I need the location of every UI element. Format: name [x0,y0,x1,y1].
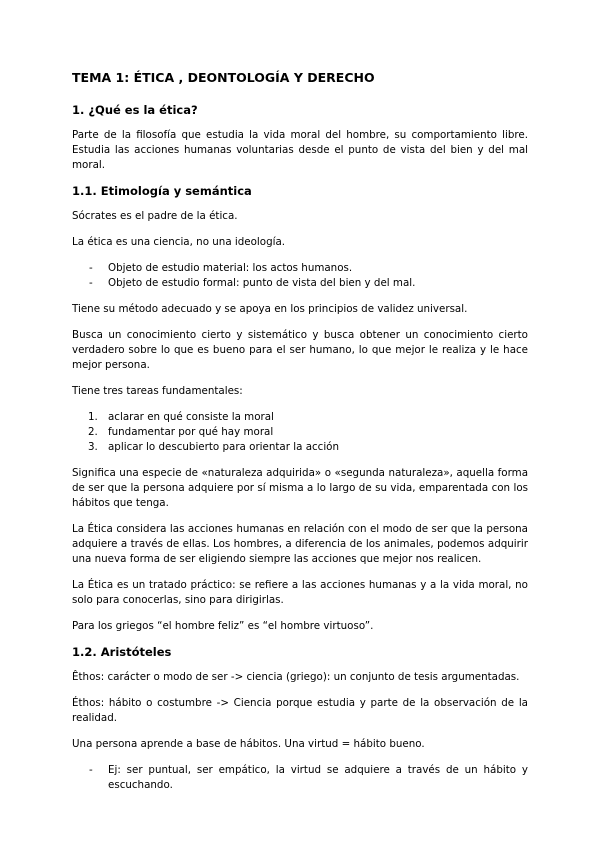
bullet-marker: - [89,277,93,289]
list-number: 2. [88,426,98,438]
bullet-marker: - [89,764,93,776]
bullet-list [72,763,528,793]
list-item [72,410,528,425]
bullet-list [72,261,528,291]
list-item-text: Ej: ser puntual, ser empático, la virtud se adquiere a través de un hábito y escuchando. [108,764,528,791]
list-item-text: aclarar en qué consiste la moral [108,411,274,423]
section-heading-1: 1. ¿Qué es la ética? [72,103,198,117]
paragraph: Tiene tres tareas fundamentales: [72,385,243,397]
bullet-marker: - [89,262,93,274]
list-item-text: fundamentar por qué hay moral [108,426,274,438]
paragraph: La Ética considera las acciones humanas en relación con el modo de ser que la persona adquiere a través de ellas. Los hombres, a diferencia de los animales, podemos adquirir una nueva forma de ser eligiendo siempre las acciones que mejor nos realicen. [72,523,528,565]
list-number: 1. [88,411,98,423]
paragraph: Parte de la filosofía que estudia la vida moral del hombre, su comportamiento libre. Estudia las acciones humanas voluntarias desde el punto de vista del bien y del mal moral. [72,129,528,171]
list-item [72,261,528,276]
list-item [72,276,528,291]
numbered-list [72,410,528,455]
list-number: 3. [88,441,98,453]
section-heading-1-1: 1.1. Etimología y semántica [72,184,252,198]
paragraph: La ética es una ciencia, no una ideología. [72,236,286,248]
list-item-text: Objeto de estudio formal: punto de vista del bien y del mal. [108,277,416,289]
document-title: TEMA 1: ÉTICA , DEONTOLOGÍA Y DERECHO [72,70,375,85]
paragraph: Éthos: hábito o costumbre -> Ciencia porque estudia y parte de la observación de la realidad. [72,697,528,724]
list-item-text: Objeto de estudio material: los actos humanos. [108,262,353,274]
paragraph: Una persona aprende a base de hábitos. Una virtud = hábito bueno. [72,738,425,750]
paragraph: Sócrates es el padre de la ética. [72,210,238,222]
section-heading-1-2: 1.2. Aristóteles [72,645,172,659]
list-item-text: aplicar lo descubierto para orientar la acción [108,441,340,453]
paragraph: Para los griegos “el hombre feliz” es “el hombre virtuoso”. [72,620,374,632]
paragraph: Busca un conocimiento cierto y sistemático y busca obtener un conocimiento cierto verdadero sobre lo que es bueno para el ser humano, lo que mejor le realiza y le hace mejor persona. [72,329,528,371]
list-item [72,440,528,455]
paragraph: La Ética es un tratado práctico: se refiere a las acciones humanas y a la vida moral, no solo para conocerlas, sino para dirigirlas. [72,579,528,606]
paragraph: Significa una especie de «naturaleza adquirida» o «segunda naturaleza», aquella forma de ser que la persona adquiere por sí misma a lo largo de su vida, emparentada con los hábitos que tenga. [72,467,528,509]
list-item [72,763,528,793]
paragraph: Êthos: carácter o modo de ser -> ciencia (griego): un conjunto de tesis argumentadas. [72,671,520,683]
list-item [72,425,528,440]
paragraph: Tiene su método adecuado y se apoya en los principios de validez universal. [72,303,468,315]
